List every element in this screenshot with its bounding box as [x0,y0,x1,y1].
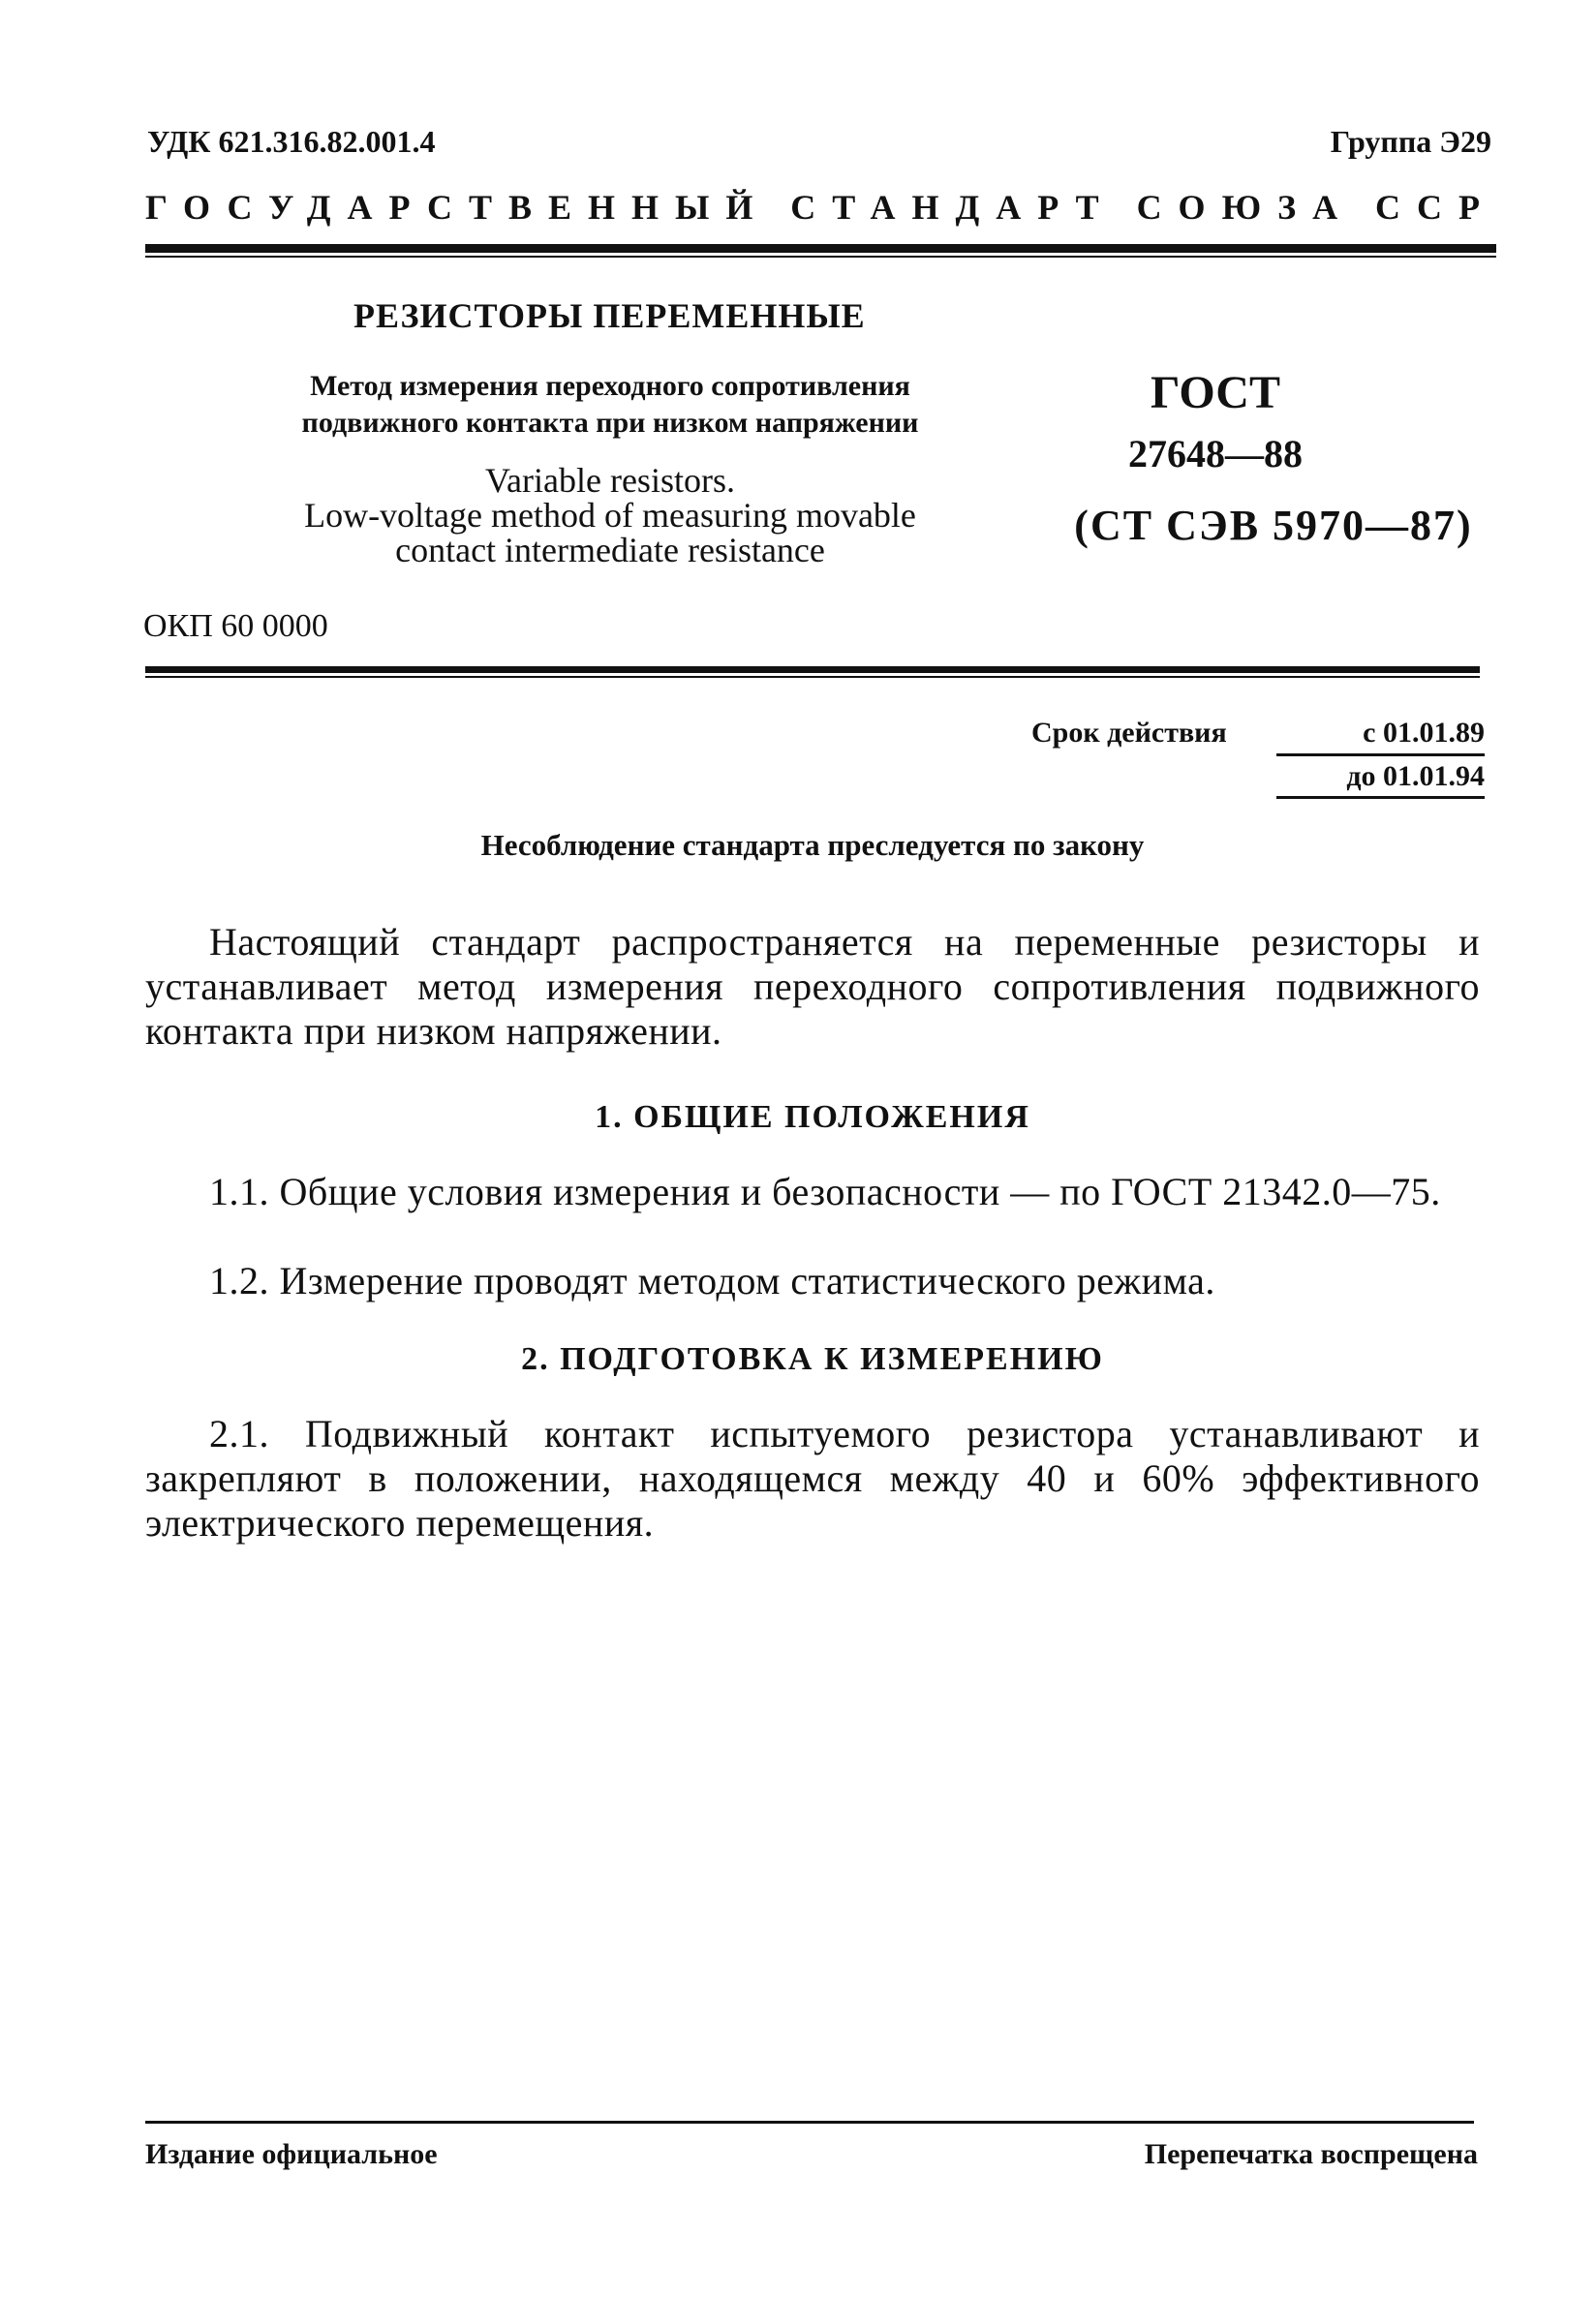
document-title: РЕЗИСТОРЫ ПЕРЕМЕННЫЕ [353,296,866,335]
intro-paragraph: Настоящий стандарт распространяется на переменные резисторы и устанавливает метод измерения переходного сопротивления подвижного контакта при низком напряжении. [145,920,1480,1053]
validity-from: с 01.01.89 [1363,717,1485,749]
subtitle-russian-line: Метод измерения переходного сопротивления [310,370,910,402]
validity-label: Срок действия [1031,717,1227,749]
organization-word: ГОСУДАРСТВЕННЫЙ [145,188,770,227]
udk-code: УДК 621.316.82.001.4 [147,124,436,159]
footer-rule [145,2121,1474,2124]
organization-banner [145,187,1496,228]
validity-underline [1276,753,1485,756]
gost-label: ГОСТ [1151,367,1280,418]
subtitle-russian [194,368,1027,442]
section-paragraph: 1.1. Общие условия измерения и безопасности — по ГОСТ 21342.0—75. [209,1170,1441,1213]
organization-word: СОЮЗА [1136,188,1355,227]
footer-edition: Издание официальное [145,2138,438,2170]
validity-to: до 01.01.94 [1346,760,1485,792]
organization-word: ССР [1375,188,1496,227]
section-paragraph: 1.2. Измерение проводят методом статистического режима. [209,1259,1215,1302]
footer-reprint-notice: Перепечатка воспрещена [1144,2138,1478,2170]
legal-warning: Несоблюдение стандарта преследуется по закону [480,828,1145,862]
middle-rule-thin [145,676,1480,678]
subtitle-english-line: Variable resistors. [485,461,735,500]
middle-rule [145,666,1480,673]
group-code: Группа Э29 [1330,124,1491,159]
top-rule-thin [145,256,1496,258]
subtitle-english-line: contact intermediate resistance [395,531,825,569]
section-heading: 1. ОБЩИЕ ПОЛОЖЕНИЯ [595,1099,1030,1135]
section-paragraph: 2.1. Подвижный контакт испытуемого резистора устанавливают и закрепляют в положении, находящемся между 40 и 60% эффективного электрического перемещения. [145,1412,1480,1545]
subtitle-russian-line: подвижного контакта при низком напряжении [301,407,919,439]
cmea-standard: (СТ СЭВ 5970—87) [1074,502,1473,549]
subtitle-english-line: Low-voltage method of measuring movable [304,496,916,535]
section-heading: 2. ПОДГОТОВКА К ИЗМЕРЕНИЮ [521,1341,1104,1377]
okp-code: ОКП 60 0000 [143,608,328,644]
subtitle-english [194,463,1027,567]
organization-word: СТАНДАРТ [790,188,1116,227]
gost-number: 27648—88 [1128,432,1303,475]
validity-underline [1276,796,1485,799]
top-rule [145,244,1496,253]
